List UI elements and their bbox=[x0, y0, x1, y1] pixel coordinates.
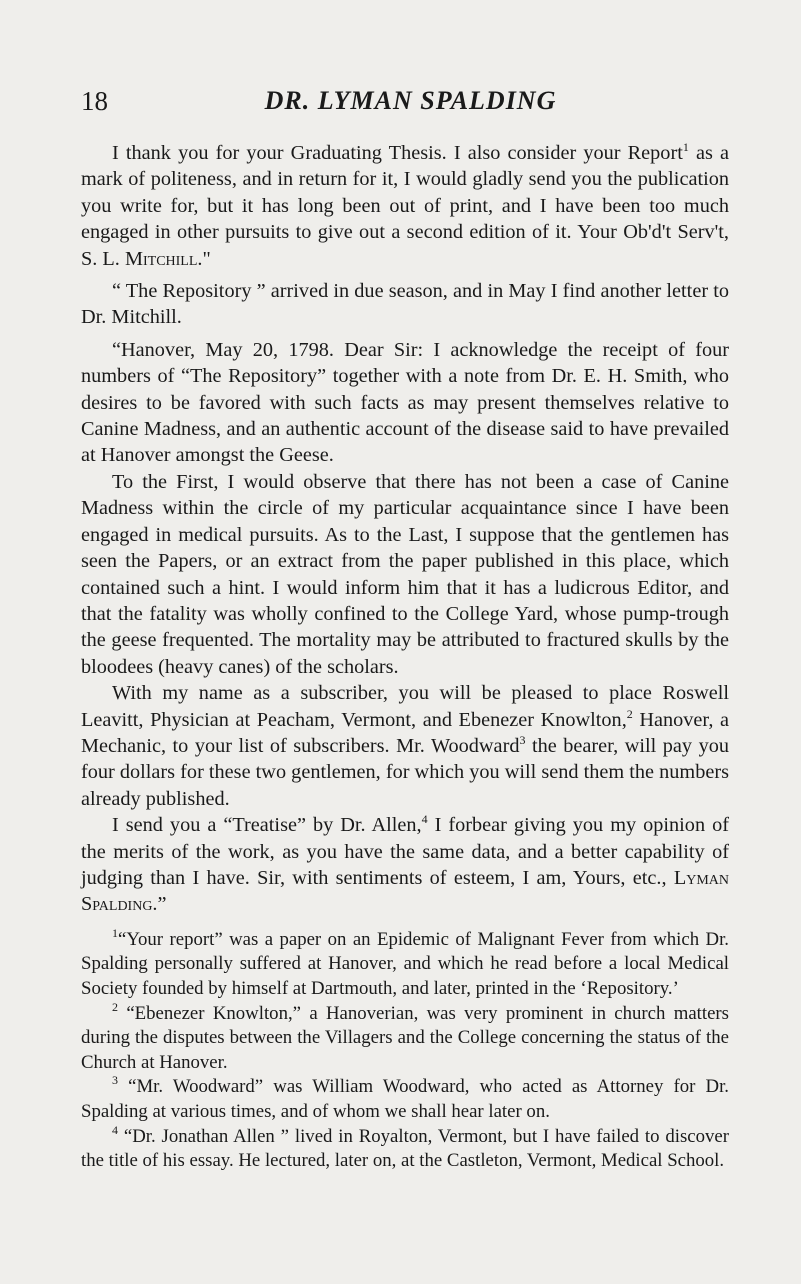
footnote-1: $^1$“Your report” was a paper on an Epidemic of Malignant Fever from which Dr. Spalding personally suffered at Hanover, and which he read before a local Medical Society founded by himself at Dartmouth, and later, printed in the ‘Repository.’ bbox=[81, 925, 729, 999]
body-text bbox=[81, 140, 729, 1174]
paragraph-2: “ The Repository ” arrived in due season, and in May I find another letter to Dr. Mitchill. bbox=[81, 280, 729, 329]
footnote-ref-1: 1 bbox=[682, 140, 689, 154]
signature-mitchill: Mitchill. bbox=[124, 247, 203, 270]
paragraph-6: I send you a “Treatise” by Dr. Allen,$^4$ I forbear giving you my opinion of the merits of the work, as you have the same data, and a better capability of judging than I have. Sir, with sentiments of esteem, I am, Yours, etc., Lyman Spalding.” bbox=[81, 812, 729, 916]
paragraph-4: To the First, I would observe that there has not been a case of Canine Madness within the circle of my particular acquaintance since I have been engaged in medical pursuits. As to the Last, I suppose that the gentlemen has seen the Papers, or an extract from the paper published in this place, which contained such a hint. I would inform him that it has a ludicrous Editor, and that the fatality was wholly confined to the College Yard, whose pump-trough the geese frequented. The mortality may be attributed to fractured skulls by the bloodees (heavy canes) of the scholars. bbox=[81, 470, 729, 678]
paragraph-1: I thank you for your Graduating Thesis. I also consider your Report$^1$ as a mark of politeness, and in return for it, I would gladly send you the publication you write for, but it has long been out of print, and I have been too much engaged in other pursuits to give out a second edition of it. Your Ob'd't Serv't, S. L. Mitchill." bbox=[81, 140, 729, 270]
running-head: DR. LYMAN SPALDING bbox=[264, 86, 557, 115]
paragraph-5: With my name as a subscriber, you will be pleased to place Roswell Leavitt, Physician at Peacham, Vermont, and Ebenezer Knowlton,$^2$ Hanover, a Mechanic, to your list of subscribers. Mr. Woodward$^3$ the bearer, will pay you four dollars for these two gentlemen, for which you will send them the numbers already published. bbox=[81, 682, 729, 810]
footnote-ref-2: 2 bbox=[626, 706, 633, 721]
footnote-3: $^3$ “Mr. Woodward” was William Woodward, who acted as Attorney for Dr. Spalding at various times, and of whom we shall hear later on. bbox=[81, 1073, 729, 1122]
footnote-2: $^2$ “Ebenezer Knowlton,” a Hanoverian, was very prominent in church matters during the disputes between the Villagers and the College concerning the status of the Church at Hanover. bbox=[81, 999, 729, 1073]
footnote-4: $^4$ “Dr. Jonathan Allen ” lived in Royalton, Vermont, but I have failed to discover the title of his essay. He lectured, later on, at the Castleton, Vermont, Medical School. bbox=[81, 1122, 729, 1172]
footnote-ref-4: 4 bbox=[421, 812, 428, 827]
page-header bbox=[0, 86, 801, 116]
page-number: 18 bbox=[81, 86, 108, 116]
footnote-ref-3: 3 bbox=[519, 732, 526, 747]
signature-spalding: Lyman Spalding. bbox=[81, 866, 729, 916]
paragraph-3: “Hanover, May 20, 1798. Dear Sir: I acknowledge the receipt of four numbers of “The Repository” together with a note from Dr. E. H. Smith, who desires to be favored with such facts as may present themselves relative to Canine Madness, and an authentic account of the disease said to have prevailed at Hanover amongst the Geese. bbox=[81, 338, 729, 467]
footnotes bbox=[81, 925, 729, 1174]
